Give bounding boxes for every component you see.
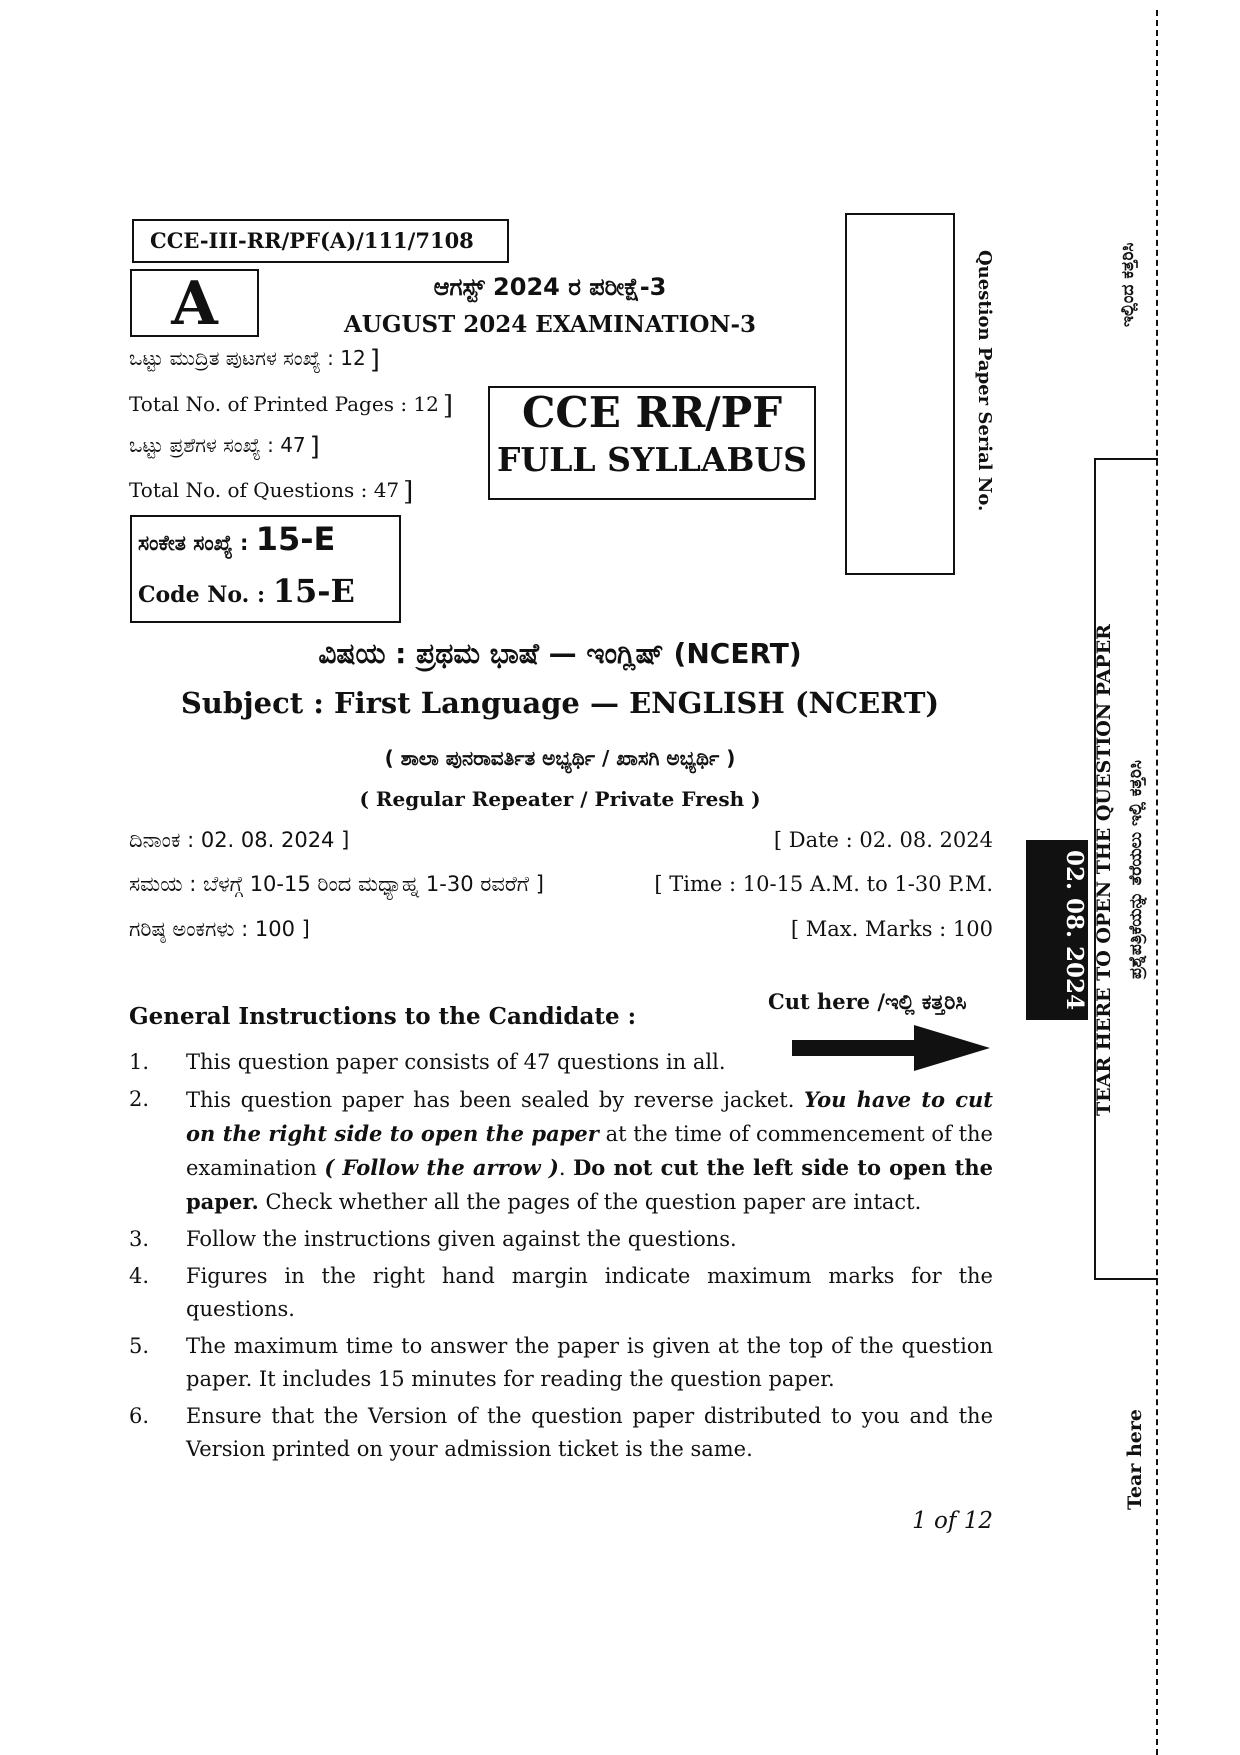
cut-here-label: Cut here /ಇಲ್ಲಿ ಕತ್ತರಿಸಿ xyxy=(768,989,967,1014)
exam-title: AUGUST 2024 EXAMINATION-3 xyxy=(343,311,757,338)
instruction-item: 2. This question paper has been sealed by reverse jacket. You have to cut on the right side to open the paper at the time of commencement of the examination ( Follow the arrow ). Do not cut the left side to open the paper. Check whether all the pages of the question paper are intact. xyxy=(129,1087,994,1214)
exam-title-kannada: ಆಗಸ್ಟ್ 2024 ರ ಪರೀಕ್ಷೆ-3 xyxy=(433,273,667,301)
time-row xyxy=(129,872,993,897)
date-row xyxy=(129,828,993,853)
cut-here-kannada: ಇಲ್ಲಿಂದ ಕತ್ತರಿಸಿ xyxy=(1118,242,1138,328)
instruction-item: 4. Figures in the right hand margin indicate maximum marks for the questions. xyxy=(129,1264,993,1321)
subject-title: Subject : First Language — ENGLISH (NCERT) xyxy=(180,686,940,720)
instruction-item: 1. This question paper consists of 47 questions in all. xyxy=(129,1050,726,1074)
time: [ Time : 10-15 A.M. to 1-30 P.M. xyxy=(654,872,993,896)
subject-kannada: ವಿಷಯ : ಪ್ರಥಮ ಭಾಷೆ — ಇಂಗ್ಲಿಷ್ (NCERT) xyxy=(318,637,802,670)
instructions-heading: General Instructions to the Candidate : xyxy=(129,1003,637,1030)
question-count: Total No. of Questions : 47 ] xyxy=(129,477,414,507)
instructions-list xyxy=(129,1046,993,1470)
serial-number-label: Question Paper Serial No. xyxy=(974,250,995,512)
marks-kannada: ಗರಿಷ್ಠ ಅಂಕಗಳು : 100 ] xyxy=(129,917,310,941)
tear-instruction: TEAR HERE TO OPEN THE QUESTION PAPER xyxy=(1093,624,1115,1116)
instruction-item: 5. The maximum time to answer the paper is given at the top of the question paper. It includes 15 minutes for reading the question paper. xyxy=(129,1334,993,1391)
printed-pages-kannada: ಒಟ್ಟು ಮುದ್ರಿತ ಪುಟಗಳ ಸಂಖ್ಯೆ : 12 ] xyxy=(129,345,380,375)
date-strip: 02. 08. 2024 xyxy=(1026,840,1088,1020)
code-number: Code No. : 15-E xyxy=(138,572,355,610)
tear-here-label: Tear here xyxy=(1124,1409,1146,1511)
candidate-type-kannada: ( ಶಾಲಾ ಪುನರಾವರ್ತಿತ ಅಭ್ಯರ್ಥಿ / ಖಾಸಗಿ ಅಭ್ಯರ್ಥಿ ) xyxy=(384,746,736,770)
instruction-item: 6. Ensure that the Version of the question paper distributed to you and the Version printed on your admission ticket is the same. xyxy=(129,1404,993,1461)
time-kannada: ಸಮಯ : ಬೆಳಗ್ಗೆ 10-15 ರಿಂದ ಮಧ್ಯಾಹ್ನ 1-30 ರವರೆಗೆ ] xyxy=(129,872,544,896)
page-number: 1 of 12 xyxy=(912,1508,993,1534)
tear-instruction-kannada: ಪ್ರಶ್ನೆಪತ್ರಿಕೆಯನ್ನು ತೆರೆಯಲು ಇಲ್ಲಿ ಕತ್ತರಿಸಿ xyxy=(1126,760,1146,980)
cce-title: CCE RR/PF xyxy=(521,388,783,437)
instruction-item: 3. Follow the instructions given against the questions. xyxy=(129,1227,737,1251)
date-kannada: ದಿನಾಂಕ : 02. 08. 2024 ] xyxy=(129,828,350,852)
syllabus-label: FULL SYLLABUS xyxy=(496,440,807,479)
version-box: A xyxy=(130,269,259,337)
serial-number-box xyxy=(845,213,955,575)
candidate-type: ( Regular Repeater / Private Fresh ) xyxy=(359,787,761,811)
date: [ Date : 02. 08. 2024 xyxy=(773,828,993,852)
question-count-kannada: ಒಟ್ಟು ಪ್ರಶೆಗಳ ಸಂಖ್ಯೆ : 47 ] xyxy=(129,432,320,462)
paper-code: CCE-III-RR/PF(A)/111/7108 xyxy=(150,228,474,253)
code-number-kannada: ಸಂಕೇತ ಸಂಖ್ಯೆ : 15-E xyxy=(138,520,336,558)
paper-code-box xyxy=(132,219,509,263)
printed-pages: Total No. of Printed Pages : 12 ] xyxy=(129,391,454,421)
marks-row xyxy=(129,917,993,942)
max-marks: [ Max. Marks : 100 xyxy=(790,917,993,941)
